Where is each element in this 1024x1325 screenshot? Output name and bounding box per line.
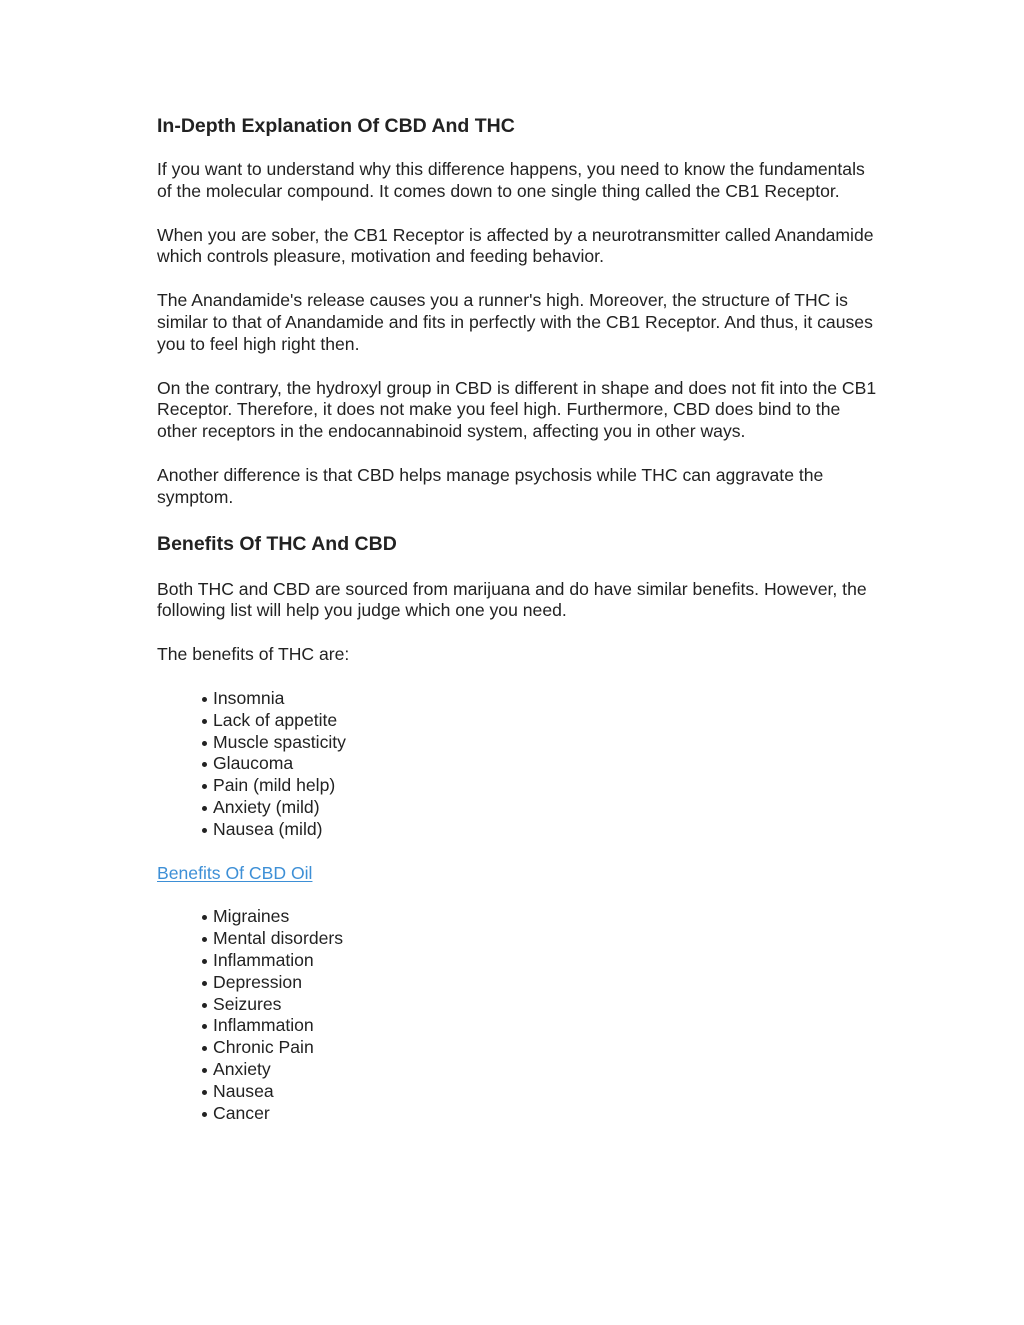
section-heading-benefits: Benefits Of THC And CBD: [157, 532, 397, 555]
section-heading-cbd-thc-explanation: In-Depth Explanation Of CBD And THC: [157, 115, 515, 137]
document-page: [157, 113, 877, 1146]
paragraph-psychosis: Another difference is that CBD helps manage psychosis while THC can aggravate the symptom.: [157, 464, 824, 507]
list-item: Insomnia: [200, 688, 877, 710]
list-item: Anxiety (mild): [200, 797, 877, 819]
list-item: Inflammation: [200, 1015, 877, 1037]
list-item: Inflammation: [200, 950, 877, 972]
list-item: Glaucoma: [200, 753, 877, 775]
list-item: Muscle spasticity: [200, 732, 877, 754]
paragraph-hydroxyl-group: On the contrary, the hydroxyl group in CBD is different in shape and does not fit into the CB1 Receptor. Therefore, it does not make you feel high. Furthermore, CBD does bind to the other receptors in the endocannabinoid system, affecting you in other ways.: [157, 377, 877, 442]
list-item: Migraines: [200, 906, 877, 928]
list-item: Pain (mild help): [200, 775, 877, 797]
list-item: Lack of appetite: [200, 710, 877, 732]
cbd-link-row: [157, 863, 877, 885]
list-item: Nausea: [200, 1081, 877, 1103]
paragraph-cb1-receptor: If you want to understand why this difference happens, you need to know the fundamentals of the molecular compound. It comes down to one single thing called the CB1 Receptor.: [157, 159, 865, 201]
list-item: Seizures: [200, 994, 877, 1016]
list-item: Mental disorders: [200, 928, 877, 950]
list-item: Nausea (mild): [200, 819, 877, 841]
paragraph-benefits-intro: Both THC and CBD are sourced from marijuana and do have similar benefits. However, the following list will help you judge which one you need.: [157, 578, 867, 621]
paragraph-runners-high: The Anandamide's release causes you a runner's high. Moreover, the structure of THC is similar to that of Anandamide and fits in perfectly with the CB1 Receptor. And thus, it causes you to feel high right then.: [157, 290, 873, 354]
thc-benefits-lead: The benefits of THC are:: [157, 644, 350, 665]
paragraph-anandamide: When you are sober, the CB1 Receptor is affected by a neurotransmitter called Anandamide which controls pleasure, motivation and feeding behavior.: [157, 224, 874, 267]
list-item: Chronic Pain: [200, 1037, 877, 1059]
list-item: Depression: [200, 972, 877, 994]
list-item: Cancer: [200, 1103, 877, 1125]
cbd-benefits-list: [157, 906, 877, 1124]
thc-benefits-list: [157, 688, 877, 841]
list-item: Anxiety: [200, 1059, 877, 1081]
benefits-of-cbd-oil-link[interactable]: Benefits Of CBD Oil: [157, 862, 313, 883]
